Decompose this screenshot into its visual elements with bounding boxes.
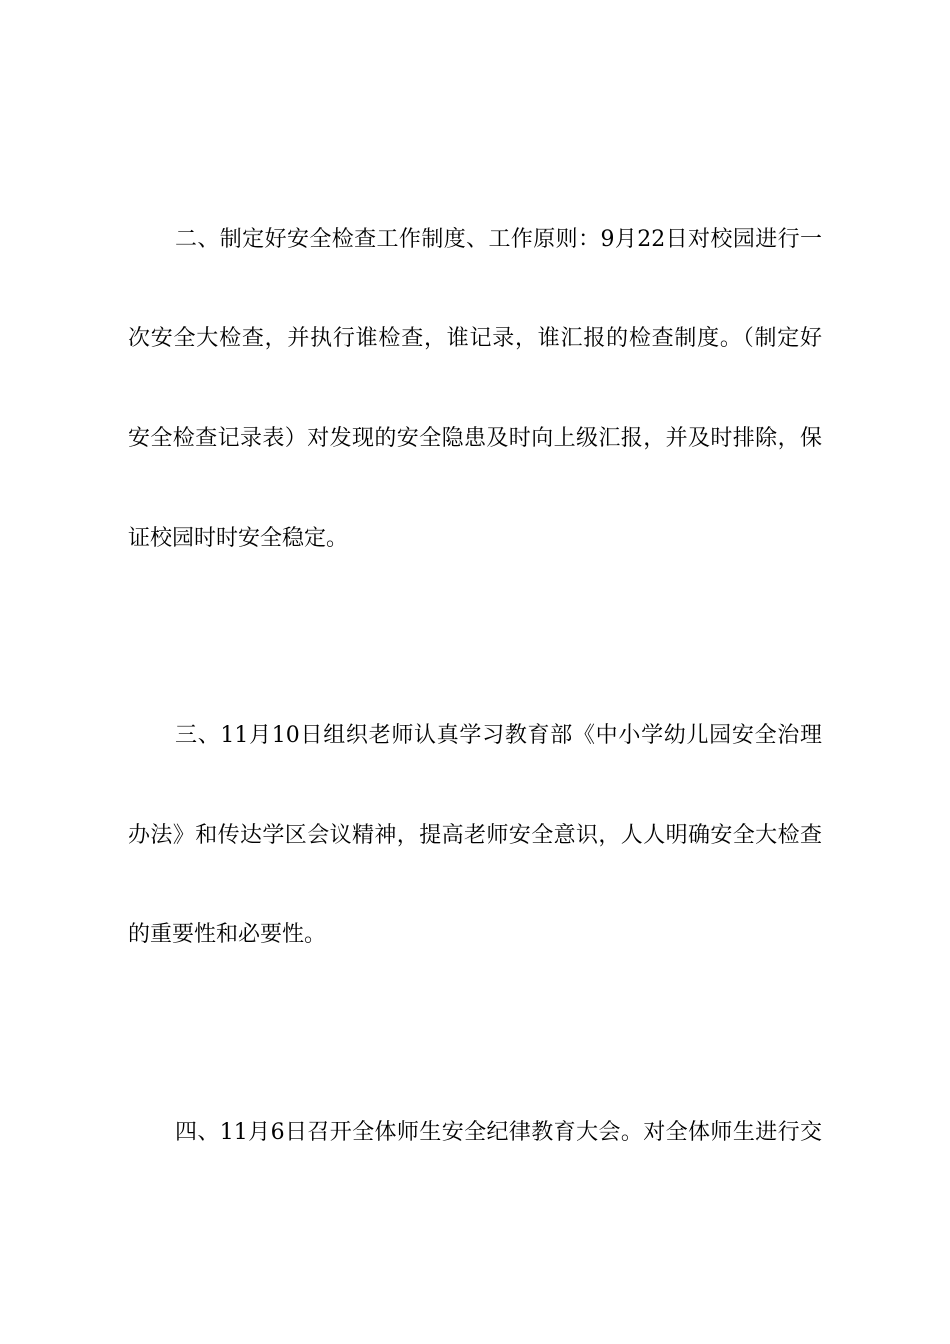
paragraph-line: 二、制定好安全检查工作制度、工作原则：9月22日对校园进行一 [175, 227, 822, 252]
paragraph-line: 的重要性和必要性。 [128, 922, 327, 947]
paragraph-line: 证校园时时安全稳定。 [128, 526, 349, 551]
paragraph-line: 次安全大检查，并执行谁检查，谁记录，谁汇报的检查制度。（制定好 [128, 326, 822, 351]
paragraph-line: 办法》和传达学区会议精神，提高老师安全意识，人人明确安全大检查 [128, 823, 822, 848]
paragraph-line: 四、11月6日召开全体师生安全纪律教育大会。对全体师生进行交 [175, 1120, 822, 1145]
paragraph-line: 三、11月10日组织老师认真学习教育部《中小学幼儿园安全治理 [175, 723, 822, 748]
paragraph-line: 安全检查记录表）对发现的安全隐患及时向上级汇报，并及时排除，保 [128, 426, 822, 451]
